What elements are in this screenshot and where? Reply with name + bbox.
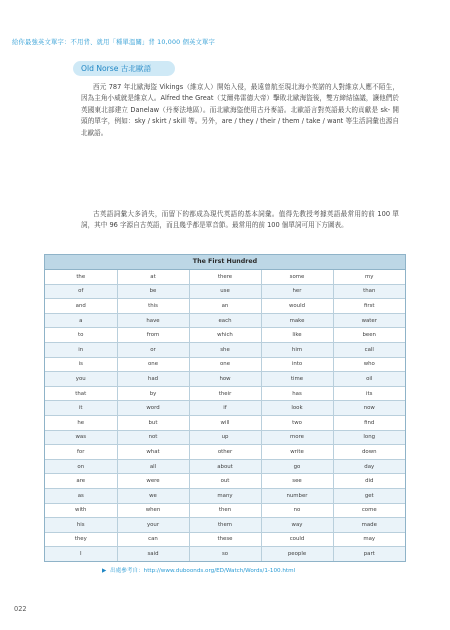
table-cell: more [261, 430, 333, 445]
table-row [45, 284, 405, 299]
table-cell: write [261, 445, 333, 460]
table-row [45, 503, 405, 518]
table-row [45, 488, 405, 503]
table-cell: if [189, 401, 261, 416]
table-cell: which [189, 328, 261, 343]
table-cell: it [45, 401, 117, 416]
table-cell: many [189, 488, 261, 503]
table-cell: would [261, 299, 333, 314]
table-cell: two [261, 415, 333, 430]
play-arrow-icon: ▶ [102, 568, 107, 574]
table-cell: up [189, 430, 261, 445]
table-cell: when [117, 503, 189, 518]
table-cell: number [261, 488, 333, 503]
table-cell: who [333, 357, 405, 372]
table-cell: from [117, 328, 189, 343]
table-cell: like [261, 328, 333, 343]
table-cell: on [45, 459, 117, 474]
table-row [45, 372, 405, 387]
running-head: 給你最強英文單字：不用背、就用「種單溫關」背 10,000 個英文單字 [12, 39, 216, 46]
table-cell: can [117, 532, 189, 547]
table-cell: was [45, 430, 117, 445]
table-cell: may [333, 532, 405, 547]
table-cell: you [45, 372, 117, 387]
table-cell: I [45, 547, 117, 561]
table-row [45, 445, 405, 460]
table-cell: see [261, 474, 333, 489]
table-cell: but [117, 415, 189, 430]
table-cell: or [117, 342, 189, 357]
table-cell: other [189, 445, 261, 460]
table-cell: for [45, 445, 117, 460]
table-cell: is [45, 357, 117, 372]
table-cell: they [45, 532, 117, 547]
table-cell: water [333, 313, 405, 328]
table-cell: your [117, 518, 189, 533]
table-row [45, 415, 405, 430]
table-cell: are [45, 474, 117, 489]
table-row [45, 342, 405, 357]
table-cell: be [117, 284, 189, 299]
table-cell: get [333, 488, 405, 503]
table-cell: look [261, 401, 333, 416]
table-row [45, 518, 405, 533]
table-cell: day [333, 459, 405, 474]
table-cell: what [117, 445, 189, 460]
table-cell: how [189, 372, 261, 387]
table-row [45, 430, 405, 445]
table-cell: all [117, 459, 189, 474]
table-cell: them [189, 518, 261, 533]
table-title: The First Hundred [45, 255, 405, 270]
table-cell: he [45, 415, 117, 430]
section-title: Old Norse 古北歐語 [73, 61, 175, 76]
paragraph-2: 古英語詞彙大多消失，而留下的都成為現代英語的基本詞彙。值得先教授考據英語最常用的前 100 單詞，其中 96 字源自古英語，而且幾乎都是單音節。最常用的前 100 個單詞可用下方圖表。 [81, 210, 399, 230]
word-table [44, 254, 406, 562]
table-cell: were [117, 474, 189, 489]
table-row [45, 459, 405, 474]
table-cell: find [333, 415, 405, 430]
table-cell: about [189, 459, 261, 474]
source-note [102, 566, 295, 574]
table-cell: one [189, 357, 261, 372]
table-cell: these [189, 532, 261, 547]
table-cell: her [261, 284, 333, 299]
table-cell: long [333, 430, 405, 445]
table-cell: she [189, 342, 261, 357]
table-cell: down [333, 445, 405, 460]
table-cell: first [333, 299, 405, 314]
table-row [45, 299, 405, 314]
table-cell: has [261, 386, 333, 401]
table-cell: their [189, 386, 261, 401]
table-cell: had [117, 372, 189, 387]
table-cell: time [261, 372, 333, 387]
table-cell: we [117, 488, 189, 503]
table-row [45, 270, 405, 284]
table-cell: with [45, 503, 117, 518]
table-cell: by [117, 386, 189, 401]
table-cell: people [261, 547, 333, 561]
table-cell: way [261, 518, 333, 533]
table-cell: said [117, 547, 189, 561]
word-grid [45, 270, 405, 561]
table-cell: call [333, 342, 405, 357]
source-link[interactable]: 出處參考自：http://www.duboonds.org/ED/Watch/Words/1-100.html [110, 568, 296, 574]
table-cell: and [45, 299, 117, 314]
page-number: 022 [14, 605, 27, 613]
table-cell: one [117, 357, 189, 372]
table-cell: made [333, 518, 405, 533]
table-row [45, 547, 405, 561]
table-cell: to [45, 328, 117, 343]
table-cell: than [333, 284, 405, 299]
table-cell: my [333, 270, 405, 284]
table-cell: did [333, 474, 405, 489]
table-cell: at [117, 270, 189, 284]
table-cell: out [189, 474, 261, 489]
table-cell: each [189, 313, 261, 328]
table-cell: come [333, 503, 405, 518]
table-cell: so [189, 547, 261, 561]
table-cell: part [333, 547, 405, 561]
paragraph-1: 西元 787 年北歐海盜 Vikings（維京人）開始入侵，最遠曾航至現北海小英諾的人對維京人應不陌生，因為主角小威就是維京人。Alfred the Great（艾爾弗雷德大帝）擊敗北歐海盜後，雙方締結協議，讓他們於英國東北部建立 Danelaw（丹麥法地區）。而北歐海盜使用古丹麥語。北歐語言對英語最大的貢獻是 sk- 開頭的單字，例如：sky / skirt / skill 等。另外，are / they / their / them / take / want 等生活詞彙也源自北歐語。 [81, 83, 399, 137]
table-cell: of [45, 284, 117, 299]
table-row [45, 474, 405, 489]
table-cell: him [261, 342, 333, 357]
table-cell: could [261, 532, 333, 547]
table-row [45, 532, 405, 547]
table-cell: been [333, 328, 405, 343]
table-cell: oil [333, 372, 405, 387]
table-cell: some [261, 270, 333, 284]
table-cell: his [45, 518, 117, 533]
table-row [45, 328, 405, 343]
table-cell: have [117, 313, 189, 328]
table-cell: no [261, 503, 333, 518]
table-cell: then [189, 503, 261, 518]
table-row [45, 313, 405, 328]
table-cell: in [45, 342, 117, 357]
table-cell: word [117, 401, 189, 416]
table-cell: make [261, 313, 333, 328]
table-cell: will [189, 415, 261, 430]
table-cell: its [333, 386, 405, 401]
table-cell: an [189, 299, 261, 314]
table-row [45, 357, 405, 372]
table-cell: into [261, 357, 333, 372]
table-cell: there [189, 270, 261, 284]
word-table-body [45, 270, 405, 561]
table-cell: not [117, 430, 189, 445]
table-cell: go [261, 459, 333, 474]
table-cell: now [333, 401, 405, 416]
table-cell: the [45, 270, 117, 284]
table-cell: use [189, 284, 261, 299]
table-cell: that [45, 386, 117, 401]
table-cell: as [45, 488, 117, 503]
table-row [45, 386, 405, 401]
table-cell: this [117, 299, 189, 314]
table-cell: a [45, 313, 117, 328]
table-row [45, 401, 405, 416]
